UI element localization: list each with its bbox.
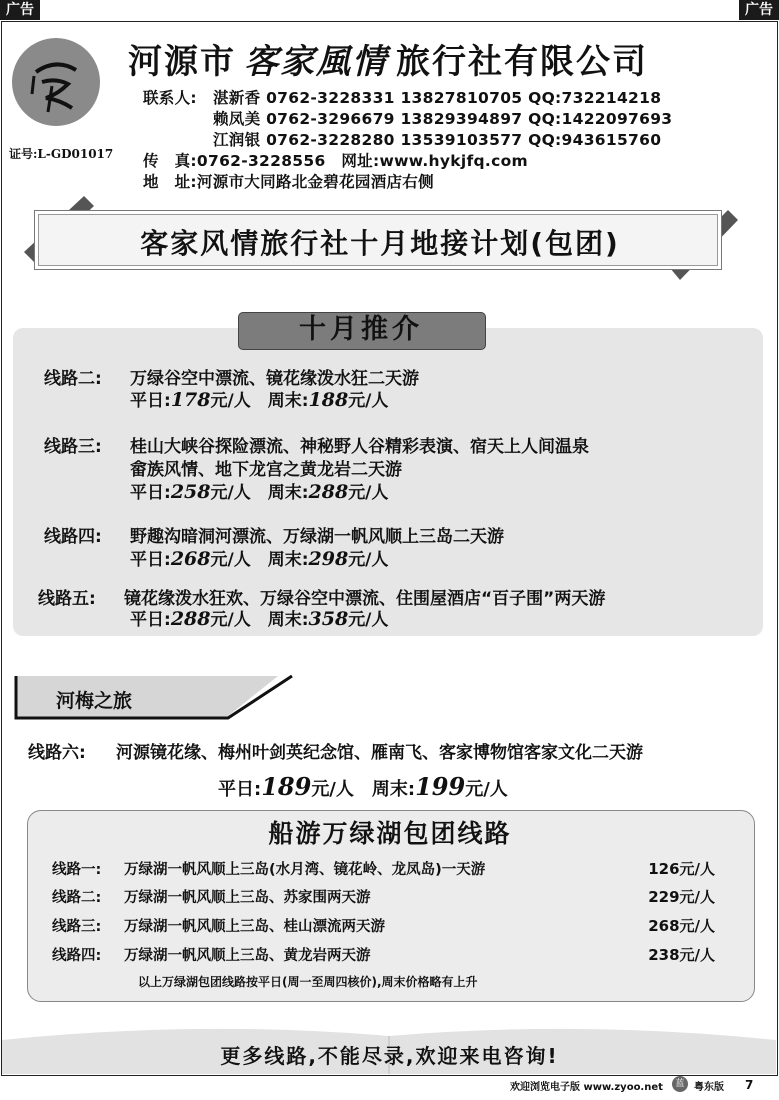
boat-route-2-price: 229元/人 [648, 888, 715, 906]
footer-site: 欢迎浏览电子版 www.zyoo.net [510, 1082, 663, 1093]
route-2-text: 万绿谷空中漂流、镜花缘泼水狂二天游 [130, 369, 419, 389]
route-2-price: 平日:178元/人 周末:188元/人 [130, 389, 389, 411]
footer-edition: 粤东版 [694, 1082, 724, 1093]
company-name [128, 34, 648, 83]
boat-route-2-label: 线路二: [52, 890, 102, 906]
more-routes-text: 更多线路,不能尽录,欢迎来电咨询! [220, 1044, 559, 1068]
hemei-tab-label: 河梅之旅 [56, 690, 133, 712]
route-3-text-1: 桂山大峡谷探险漂流、神秘野人谷精彩表演、宿天上人间温泉 [130, 437, 589, 457]
route-3-text-2: 畲族风情、地下龙宫之黄龙岩二天游 [130, 460, 402, 480]
boat-route-1-price: 126元/人 [648, 860, 715, 878]
contact-label: 联系人: [143, 89, 197, 107]
route-6-price: 平日:189元/人 周末:199元/人 [218, 772, 508, 801]
route-5-price: 平日:288元/人 周末:358元/人 [130, 608, 389, 630]
ad-label-right: 广告 [739, 0, 779, 20]
company-logo [12, 38, 100, 126]
boat-title: 船游万绿湖包团线路 [268, 819, 512, 848]
footer-badge-icon: 蓝 [672, 1076, 688, 1092]
boat-route-1-label: 线路一: [52, 862, 102, 878]
boat-route-4-price: 238元/人 [648, 946, 715, 964]
company-prefix: 河源市 [128, 42, 236, 82]
boat-route-2-text: 万绿湖一帆风顺上三岛、苏家围两天游 [124, 890, 371, 906]
boat-route-3-text: 万绿湖一帆风顺上三岛、桂山漂流两天游 [124, 919, 385, 935]
fax-website: 传 真:0762-3228556 网址:www.hykjfq.com [143, 152, 528, 170]
route-5-text: 镜花缘泼水狂欢、万绿谷空中漂流、住围屋酒店“百子围”两天游 [124, 589, 606, 609]
company-brand: 客家風情 [244, 42, 388, 82]
contact-row-1: 湛新香 0762-3228331 13827810705 QQ:732214218 [213, 89, 662, 107]
route-3-price: 平日:258元/人 周末:288元/人 [130, 481, 389, 503]
company-suffix: 旅行社有限公司 [396, 42, 648, 82]
route-3-label: 线路三: [44, 437, 102, 457]
contact-row-3: 江润银 0762-3228280 13539103577 QQ:943615760 [213, 131, 662, 149]
address: 地 址:河源市大同路北金碧花园酒店右侧 [143, 173, 434, 191]
contact-row-2: 赖凤美 0762-3296679 13829394897 QQ:1422097693 [213, 110, 673, 128]
october-tab-label: 十月推介 [299, 314, 423, 345]
boat-note: 以上万绿湖包团线路按平日(周一至周四核价),周末价格略有上升 [138, 975, 478, 989]
page-number: 7 [745, 1078, 754, 1092]
route-2-label: 线路二: [44, 369, 102, 389]
boat-route-3-label: 线路三: [52, 919, 102, 935]
boat-route-4-text: 万绿湖一帆风顺上三岛、黄龙岩两天游 [124, 948, 371, 964]
boat-route-3-price: 268元/人 [648, 917, 715, 935]
ad-label-left: 广告 [0, 0, 40, 20]
boat-route-4-label: 线路四: [52, 948, 102, 964]
route-6-label: 线路六: [28, 743, 86, 763]
license-number: 证号:L-GD01017 [9, 147, 114, 161]
banner-title: 客家风情旅行社十月地接计划(包团) [140, 227, 620, 260]
logo-calligraphy-icon [12, 38, 100, 126]
route-6-text: 河源镜花缘、梅州叶剑英纪念馆、雁南飞、客家博物馆客家文化二天游 [116, 743, 643, 763]
boat-route-1-text: 万绿湖一帆风顺上三岛(水月湾、镜花岭、龙凤岛)一天游 [124, 862, 486, 878]
route-5-label: 线路五: [38, 589, 96, 609]
route-4-label: 线路四: [44, 527, 102, 547]
route-4-text: 野趣沟暗洞河漂流、万绿湖一帆风顺上三岛二天游 [130, 527, 504, 547]
route-4-price: 平日:268元/人 周末:298元/人 [130, 548, 389, 570]
